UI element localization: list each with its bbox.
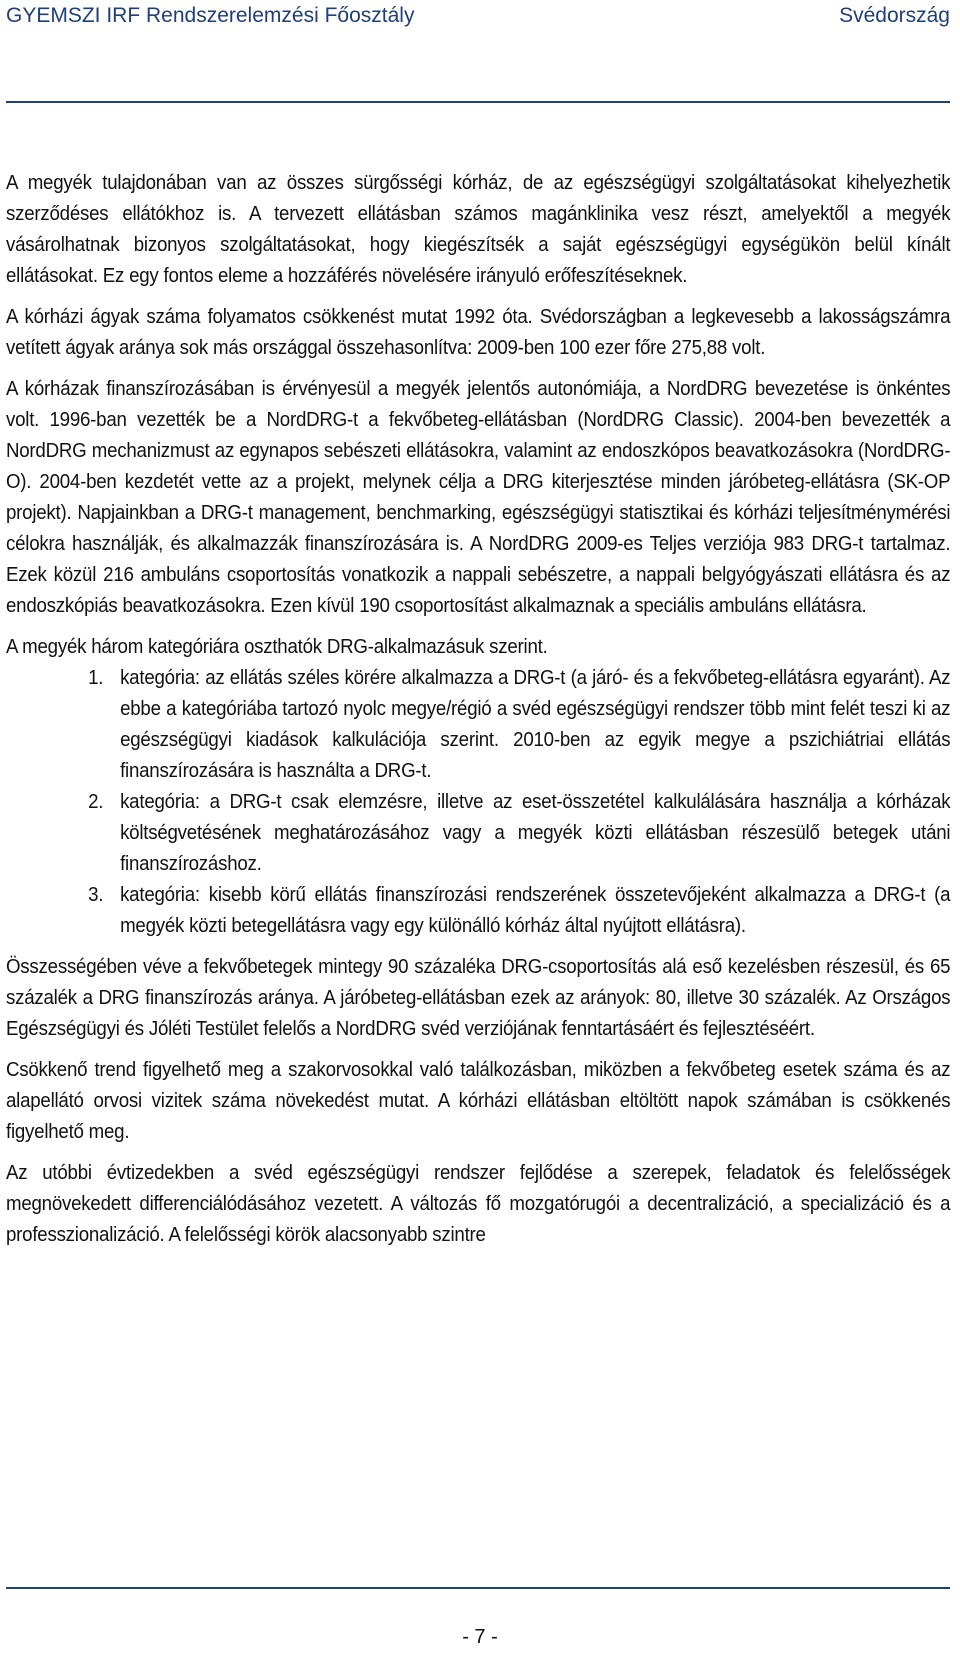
paragraph: A megyék három kategóriára oszthatók DRG-alkalmazásuk szerint.	[6, 636, 548, 658]
list-item-number: 2.	[88, 791, 104, 813]
document-body	[6, 168, 951, 1261]
page-number: - 7 -	[462, 1626, 498, 1648]
page-header	[6, 0, 950, 40]
list-item-number: 1.	[88, 667, 104, 689]
footer-divider	[6, 1587, 950, 1589]
list-item-number: 3.	[88, 884, 104, 906]
header-country: Svédország	[839, 4, 950, 27]
list-item	[6, 787, 950, 880]
list-item-text: kategória: az ellátás széles körére alkalmazza a DRG-t (a járó- és a fekvőbeteg-ellátásra egyaránt). Az ebbe a kategóriába tartozó nyolc megye/régió a svéd egészségügyi rendszer több mint felét teszi ki az egészségügyi kiadások kalkulációja szerint. 2010-ben az egyik megye a pszichiátriai ellátás finanszírozására is használta a DRG-t.	[120, 667, 951, 782]
category-list	[6, 663, 950, 942]
list-item	[6, 663, 950, 787]
list-item	[6, 880, 950, 942]
paragraph: Csökkenő trend figyelhető meg a szakorvosokkal való találkozásban, miközben a fekvőbeteg esetek száma és az alapellátó orvosi vizitek száma növekedést mutat. A kórházi ellátásban eltöltött napok számában is csökkenés figyelhető meg.	[6, 1059, 951, 1143]
paragraph: Összességében véve a fekvőbetegek mintegy 90 százaléka DRG-csoportosítás alá eső kezelésben részesül, és 65 százalék a DRG finanszírozás aránya. A járóbeteg-ellátásban ezek az arányok: 80, illetve 30 százalék. Az Országos Egészségügyi és Jóléti Testület felelős a NordDRG svéd verziójának fenntartásáért és fejlesztéséért.	[6, 956, 951, 1040]
paragraph: A megyék tulajdonában van az összes sürgősségi kórház, de az egészségügyi szolgáltatásokat kihelyezhetik szerződéses ellátókhoz is. A tervezett ellátásban számos magánklinika vesz részt, amelyektől a megyék vásárolhatnak bizonyos szolgáltatásokat, hogy kiegészítsék a saját egészségügyi egységükön belül kínált ellátásokat. Ez egy fontos eleme a hozzáférés növelésére irányuló erőfeszítéseknek.	[6, 172, 951, 287]
list-item-text: kategória: kisebb körű ellátás finanszírozási rendszerének összetevőjeként alkalmazza a DRG-t (a megyék közti betegellátásra vagy egy különálló kórház által nyújtott ellátásra).	[120, 884, 951, 937]
header-divider	[6, 101, 950, 103]
paragraph: Az utóbbi évtizedekben a svéd egészségügyi rendszer fejlődése a szerepek, feladatok és felelősségek megnövekedett differenciálódásához vezetett. A változás fő mozgatórugói a decentralizáció, a specializáció és a professzionalizáció. A felelősségi körök alacsonyabb szintre	[6, 1162, 951, 1246]
list-item-text: kategória: a DRG-t csak elemzésre, illetve az eset-összetétel kalkulálására használja a kórházak költségvetésének meghatározásához vagy a megyék közti ellátásban részesülő betegek utáni finanszírozáshoz.	[120, 791, 951, 875]
header-organization: GYEMSZI IRF Rendszerelemzési Főosztály	[6, 4, 415, 27]
paragraph: A kórházi ágyak száma folyamatos csökkenést mutat 1992 óta. Svédországban a legkevesebb a lakosságszámra vetített ágyak aránya sok más országgal összehasonlítva: 2009-ben 100 ezer főre 275,88 volt.	[6, 306, 951, 359]
paragraph: A kórházak finanszírozásában is érvényesül a megyék jelentős autonómiája, a NordDRG bevezetése is önkéntes volt. 1996-ban vezették be a NordDRG-t a fekvőbeteg-ellátásban (NordDRG Classic). 2004-ben bevezették a NordDRG mechanizmust az egynapos sebészeti ellátásokra, valamint az endoszkópos beavatkozásokra (NordDRG-O). 2004-ben kezdetét vette az a projekt, melynek célja a DRG kiterjesztése minden járóbeteg-ellátásra (SK-OP projekt). Napjainkban a DRG-t management, benchmarking, egészségügyi statisztikai és kórházi teljesítménymérési célokra használják, és alkalmazzák finanszírozására is. A NordDRG 2009-es Teljes verziója 983 DRG-t tartalmaz. Ezek közül 216 ambuláns csoportosítás vonatkozik a nappali sebészetre, a nappali belgyógyászati ellátásra és az endoszkópiás beavatkozásokra. Ezen kívül 190 csoportosítást alkalmaznak a speciális ambuláns ellátásra.	[6, 378, 951, 617]
